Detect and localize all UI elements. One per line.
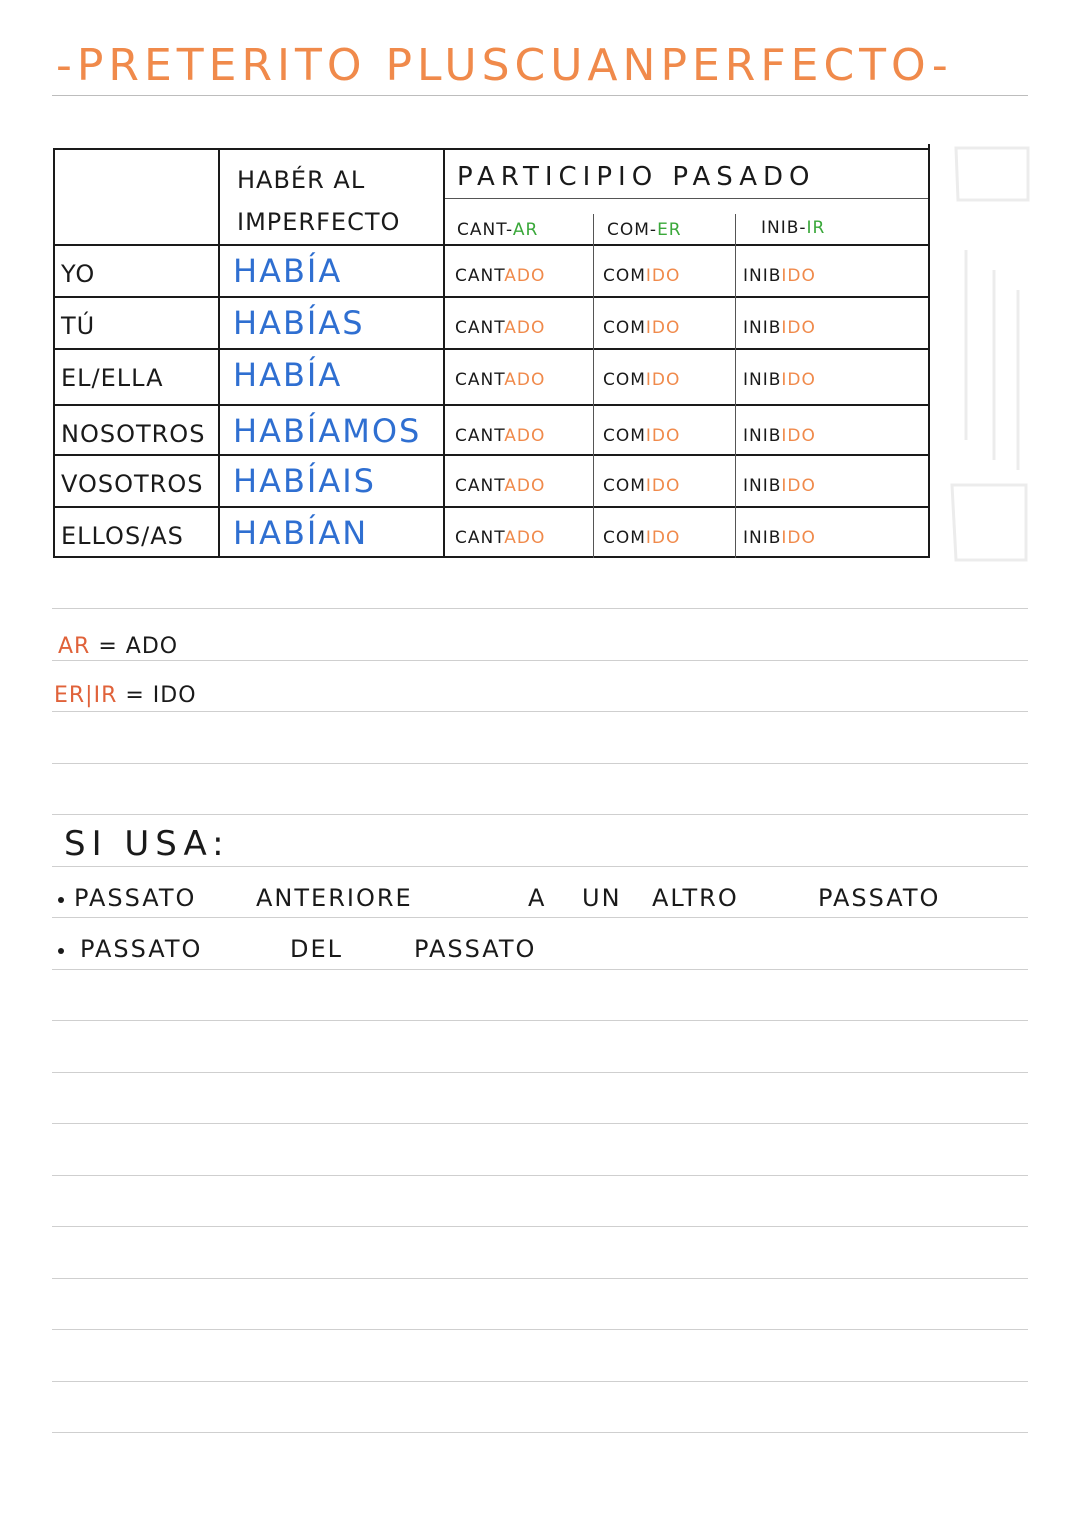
participle-stem: CANT (455, 370, 505, 390)
use-word: PASSATO (80, 935, 203, 963)
participle-stem: CANT (455, 318, 505, 338)
participle-ending: IDO (781, 476, 816, 496)
header-aux-line2: IMPERFECTO (237, 208, 401, 236)
ruled-line (52, 763, 1028, 764)
ruled-line (52, 1381, 1028, 1382)
aux-form-cell: HABÍAS (233, 304, 365, 342)
participle-ir-cell (743, 266, 816, 286)
pronoun-cell: ELLOS/AS (61, 522, 184, 550)
title-underline (52, 95, 1028, 96)
participle-stem: COM (603, 476, 646, 496)
ruled-line (52, 1329, 1028, 1330)
row-rule (53, 296, 930, 298)
use-word: UN (582, 884, 622, 912)
header-participle: PARTICIPIO PASADO (457, 162, 816, 192)
row-rule (53, 454, 930, 456)
table-border-right (928, 144, 930, 558)
aux-form-cell: HABÍAMOS (233, 412, 422, 450)
aux-form-cell: HABÍA (233, 252, 343, 290)
conjugation-table (53, 144, 930, 558)
use-word: A (528, 884, 547, 912)
participle-stem: CANT (455, 266, 505, 286)
participle-stem: INIB (743, 476, 782, 496)
participle-ir-cell (743, 476, 816, 496)
pronoun-cell: VOSOTROS (61, 470, 204, 498)
participle-ir-cell (743, 528, 816, 548)
participle-ending: IDO (645, 370, 681, 390)
header-bottom-rule (53, 244, 930, 246)
pronoun-cell: YO (61, 260, 96, 288)
participle-ar-cell (455, 318, 545, 338)
participle-ending: IDO (781, 426, 816, 446)
pronoun-cell: EL/ELLA (61, 364, 164, 392)
ruled-line (52, 608, 1028, 609)
rule-er-ir: ER|IR = IDO (54, 683, 197, 708)
participle-ar-cell (455, 370, 545, 390)
pronoun-cell: NOSOTROS (61, 420, 206, 448)
participle-stem: CANT (455, 426, 505, 446)
table-border-left (53, 148, 55, 558)
participle-ending: ADO (504, 266, 546, 286)
participle-ending: IDO (781, 528, 816, 548)
participle-ending: IDO (645, 476, 681, 496)
ruled-line (52, 866, 1028, 867)
ruled-line (52, 969, 1028, 970)
participle-ending: IDO (645, 318, 681, 338)
participle-ending: ADO (504, 318, 546, 338)
ruled-line (52, 1432, 1028, 1433)
participle-stem: INIB (743, 528, 782, 548)
use-item-2 (58, 935, 758, 969)
verb-head-ir: INIB-IR (761, 218, 826, 238)
participle-stem: COM (603, 528, 646, 548)
column-divider (443, 148, 445, 558)
participle-ending: IDO (645, 426, 681, 446)
use-word: PASSATO (414, 935, 537, 963)
pronoun-cell: TÚ (61, 312, 96, 340)
ruled-line (52, 660, 1028, 661)
uses-heading: SI USA: (64, 824, 230, 864)
row-rule (53, 348, 930, 350)
ruled-line (52, 1072, 1028, 1073)
ruled-line (52, 711, 1028, 712)
participle-er-cell (603, 476, 680, 496)
ruled-line (52, 1020, 1028, 1021)
page-title: -PRETERITO PLUSCUANPERFECTO- (56, 40, 953, 91)
ruled-line (52, 814, 1028, 815)
participle-ending: ADO (504, 528, 546, 548)
bullet-dot (58, 948, 64, 954)
participle-ending: ADO (504, 426, 546, 446)
participle-ir-cell (743, 318, 816, 338)
participle-er-cell (603, 528, 680, 548)
verb-head-ar: CANT-AR (457, 220, 539, 240)
header-aux-line1: HABÉR AL (237, 166, 366, 194)
participle-ending: IDO (645, 528, 681, 548)
participle-ending: IDO (645, 266, 681, 286)
participle-ar-cell (455, 266, 545, 286)
participle-er-cell (603, 318, 680, 338)
aux-form-cell: HABÍA (233, 356, 343, 394)
row-rule (53, 506, 930, 508)
participle-ar-cell (455, 426, 545, 446)
participle-header-divider (445, 198, 930, 199)
ruled-line (52, 1123, 1028, 1124)
use-word: ANTERIORE (256, 884, 413, 912)
participle-ir-cell (743, 370, 816, 390)
column-divider (218, 148, 220, 558)
participle-stem: INIB (743, 370, 782, 390)
ruled-line (52, 1175, 1028, 1176)
participle-stem: COM (603, 266, 646, 286)
participle-stem: COM (603, 370, 646, 390)
participle-stem: CANT (455, 528, 505, 548)
participle-stem: COM (603, 318, 646, 338)
rule-ar: AR = ADO (58, 634, 179, 659)
participle-stem: INIB (743, 266, 782, 286)
participle-stem: COM (603, 426, 646, 446)
participle-ar-cell (455, 476, 545, 496)
margin-smudge (946, 140, 1036, 570)
verb-head-er: COM-ER (607, 220, 682, 240)
participle-er-cell (603, 426, 680, 446)
column-divider (593, 214, 594, 558)
use-word: ALTRO (652, 884, 739, 912)
participle-ending: ADO (504, 476, 546, 496)
participle-stem: INIB (743, 426, 782, 446)
table-border-top (53, 148, 930, 150)
participle-stem: INIB (743, 318, 782, 338)
participle-ending: IDO (781, 370, 816, 390)
participle-ending: ADO (504, 370, 546, 390)
ruled-line (52, 1226, 1028, 1227)
aux-form-cell: HABÍAN (233, 514, 369, 552)
participle-ending: IDO (781, 266, 816, 286)
participle-ending: IDO (781, 318, 816, 338)
use-item-1 (58, 884, 998, 918)
ruled-line (52, 1278, 1028, 1279)
participle-er-cell (603, 370, 680, 390)
use-word: PASSATO (74, 884, 197, 912)
participle-stem: CANT (455, 476, 505, 496)
participle-ar-cell (455, 528, 545, 548)
aux-form-cell: HABÍAIS (233, 462, 376, 500)
participle-er-cell (603, 266, 680, 286)
use-word: DEL (290, 935, 344, 963)
row-rule (53, 404, 930, 406)
use-word: PASSATO (818, 884, 941, 912)
column-divider (735, 214, 736, 558)
table-border-bottom (53, 556, 930, 558)
bullet-dot (58, 897, 64, 903)
participle-ir-cell (743, 426, 816, 446)
